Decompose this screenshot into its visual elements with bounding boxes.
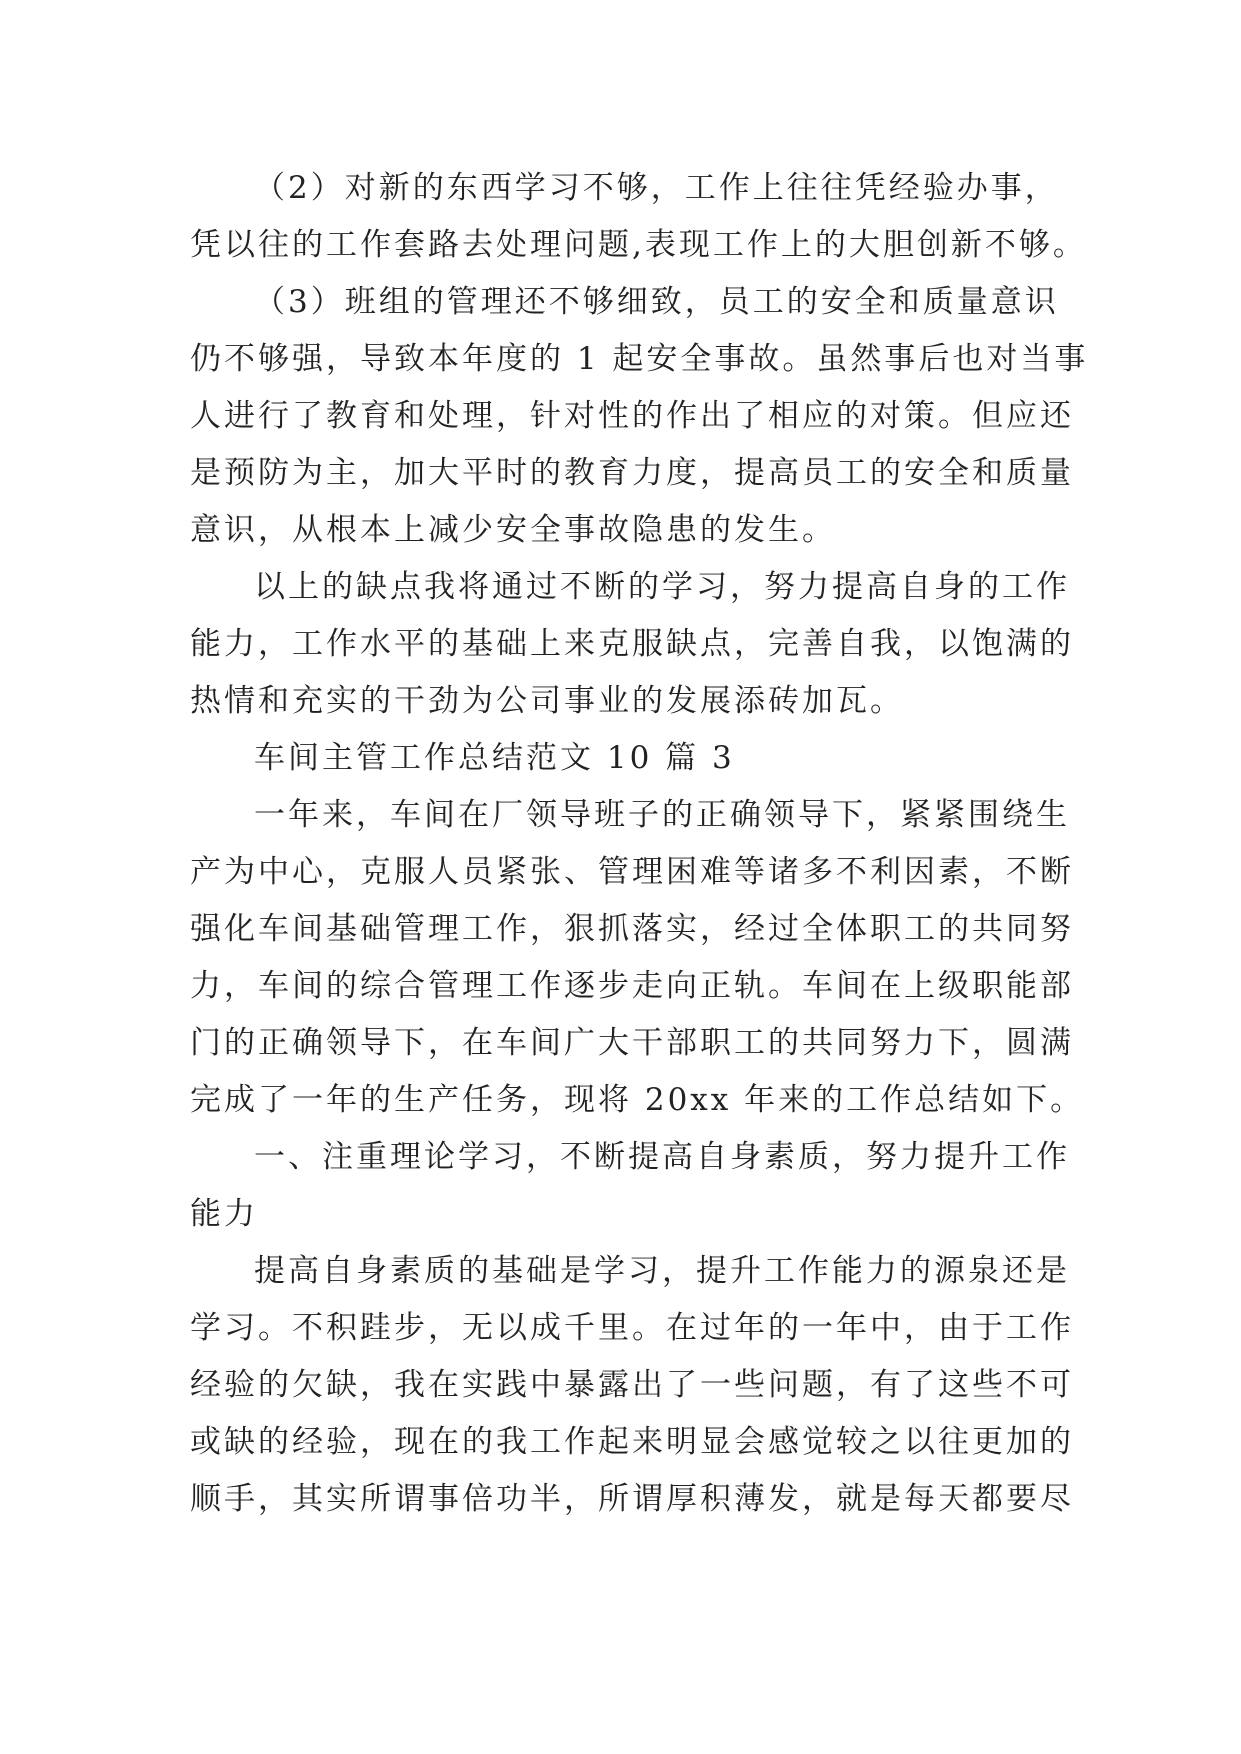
text-line: 仍不够强，导致本年度的 1 起安全事故。虽然事后也对当事	[190, 341, 1089, 377]
text-line: 意识，从根本上减少安全事故隐患的发生。	[190, 512, 836, 548]
text-line: 提高自身素质的基础是学习，提升工作能力的源泉还是	[254, 1253, 1070, 1289]
text-line: （2）对新的东西学习不够，工作上往往凭经验办事，	[254, 170, 1059, 206]
text-line: 或缺的经验，现在的我工作起来明显会感觉较之以往更加的	[190, 1424, 1074, 1460]
text-line: 门的正确领导下，在车间广大干部职工的共同努力下，圆满	[190, 1025, 1074, 1061]
text-line: 凭以往的工作套路去处理问题,表现工作上的大胆创新不够。	[190, 227, 1087, 263]
text-line: 以上的缺点我将通过不断的学习，努力提高自身的工作	[254, 569, 1070, 605]
text-line: 是预防为主，加大平时的教育力度，提高员工的安全和质量	[190, 455, 1074, 491]
text-line: 热情和充实的干劲为公司事业的发展添砖加瓦。	[190, 683, 904, 719]
text-line: 学习。不积跬步，无以成千里。在过年的一年中，由于工作	[190, 1310, 1074, 1346]
text-line: 产为中心，克服人员紧张、管理困难等诸多不利因素，不断	[190, 854, 1074, 890]
text-line: 经验的欠缺，我在实践中暴露出了一些问题，有了这些不可	[190, 1367, 1074, 1403]
text-line: （3）班组的管理还不够细致，员工的安全和质量意识	[254, 284, 1059, 320]
text-line: 顺手，其实所谓事倍功半，所谓厚积薄发，就是每天都要尽	[190, 1481, 1074, 1517]
text-line: 一、注重理论学习，不断提高自身素质，努力提升工作	[254, 1139, 1070, 1175]
section-title: 车间主管工作总结范文 10 篇 3	[254, 740, 735, 776]
text-line: 人进行了教育和处理，针对性的作出了相应的对策。但应还	[190, 398, 1074, 434]
text-line: 力，车间的综合管理工作逐步走向正轨。车间在上级职能部	[190, 968, 1074, 1004]
document-body	[190, 160, 1089, 1528]
text-line: 强化车间基础管理工作，狠抓落实，经过全体职工的共同努	[190, 911, 1074, 947]
text-line: 完成了一年的生产任务，现将 20xx 年来的工作总结如下。	[190, 1082, 1085, 1118]
text-line: 能力	[190, 1196, 258, 1232]
text-line: 能力，工作水平的基础上来克服缺点，完善自我，以饱满的	[190, 626, 1074, 662]
text-line: 一年来，车间在厂领导班子的正确领导下，紧紧围绕生	[254, 797, 1070, 833]
